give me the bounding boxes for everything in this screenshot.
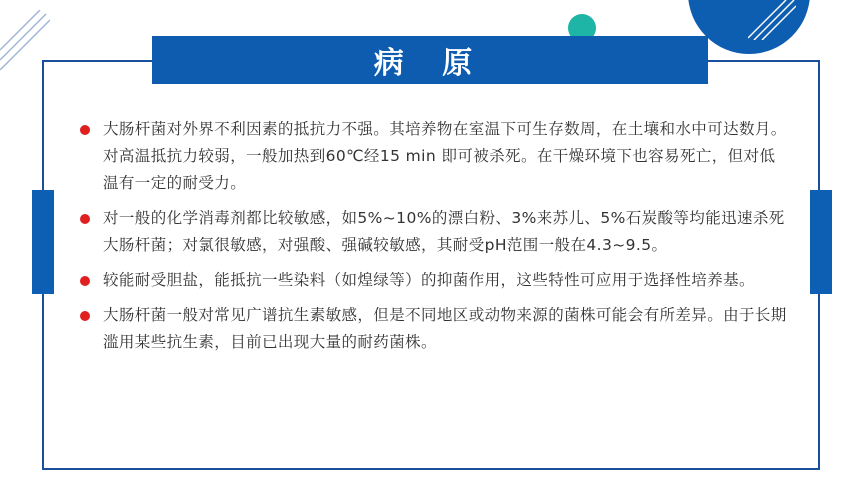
bullet-dot-icon [80,311,90,321]
right-side-tab [810,190,832,294]
bullet-list [78,116,790,364]
bullet-dot-icon [80,276,90,286]
bullet-item [78,205,790,259]
slide-title: 病 原 [373,46,487,81]
bullet-item [78,302,790,356]
bullet-dot-icon [80,125,90,135]
decorative-stripes-right [748,0,796,40]
left-side-tab [32,190,54,294]
bullet-text: 大肠杆菌对外界不利因素的抵抗力不强。其培养物在室温下可生存数周，在土壤和水中可达数月。对高温抵抗力较弱，一般加热到60℃经15 min 即可被杀死。在干燥环境下也容易死亡，但对低温有一定的耐受力。 [103,120,787,192]
bullet-dot-icon [80,214,90,224]
bullet-text: 大肠杆菌一般对常见广谱抗生素敏感，但是不同地区或动物来源的菌株可能会有所差异。由于长期滥用某些抗生素，目前已出现大量的耐药菌株。 [103,306,787,351]
bullet-text: 较能耐受胆盐，能抵抗一些染料（如煌绿等）的抑菌作用，这些特性可应用于选择性培养基。 [103,271,755,289]
title-bar [152,36,708,84]
bullet-item [78,267,790,294]
bullet-text: 对一般的化学消毒剂都比较敏感，如5%~10%的漂白粉、3%来苏儿、5%石炭酸等均能迅速杀死大肠杆菌；对氯很敏感，对强酸、强碱较敏感，其耐受pH范围一般在4.3~9.5。 [103,209,785,254]
bullet-item [78,116,790,197]
